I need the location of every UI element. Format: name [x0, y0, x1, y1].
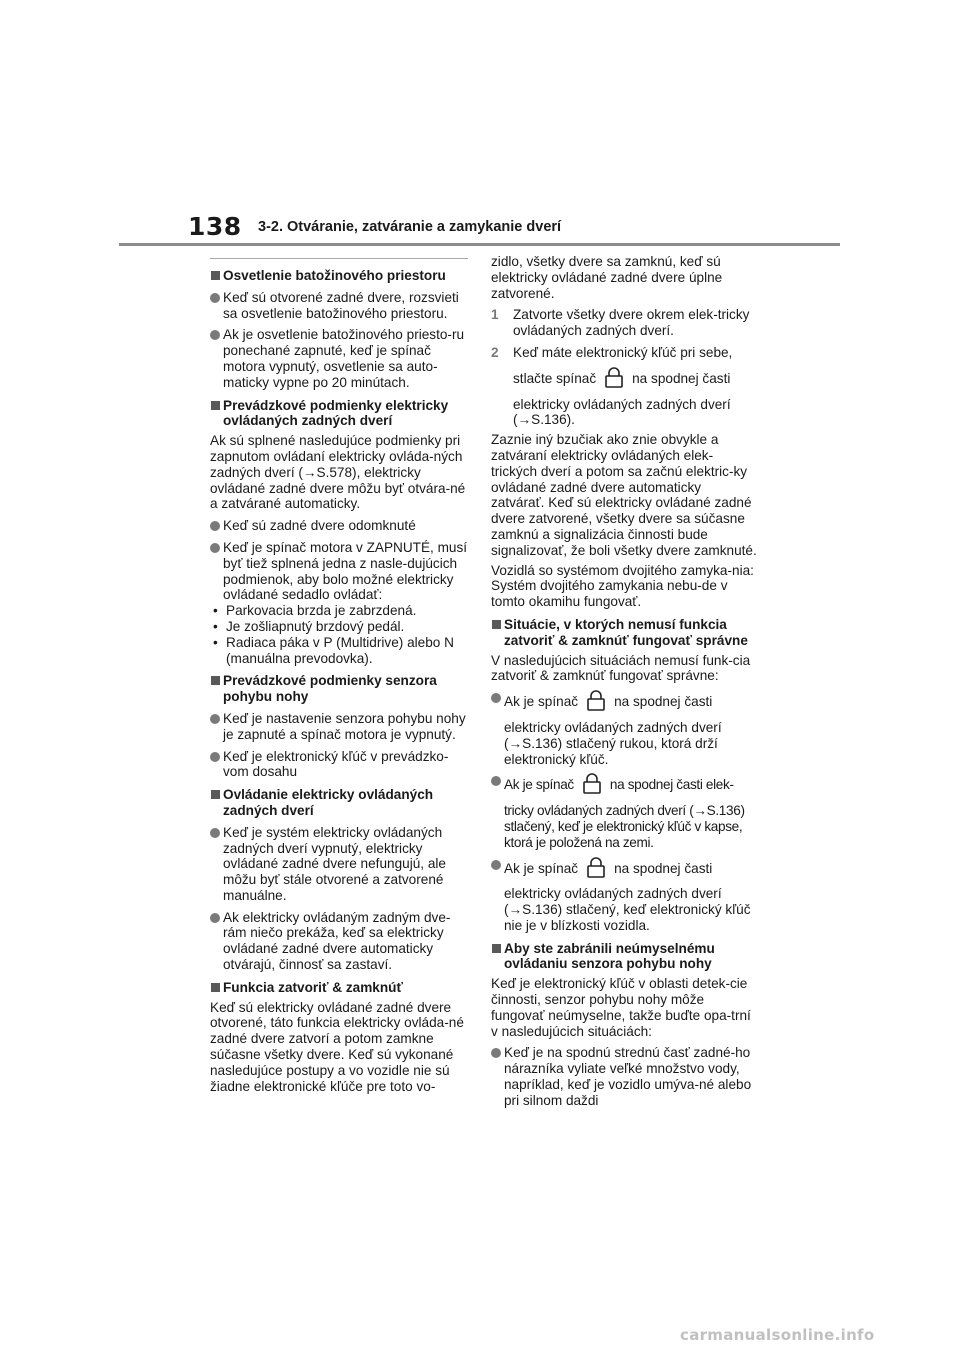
step-1 — [491, 307, 757, 339]
column-rule — [210, 258, 468, 259]
step-text: na spodnej časti — [632, 370, 731, 386]
step-number: 1 — [491, 307, 499, 323]
section-heading: Prevádzkové podmienky senzora pohybu nohy — [210, 673, 468, 705]
tailgate-lock-switch-icon — [604, 367, 624, 393]
chapter-title: 3-2. Otváranie, zatváranie a zamykanie dverí — [258, 219, 562, 235]
section-heading: Funkcia zatvoriť & zamknúť — [210, 980, 468, 996]
section-heading: Osvetlenie batožinového priestoru — [210, 268, 468, 284]
bullet-text: Ak je spínač — [504, 860, 579, 876]
bullet-text-with-icon — [504, 857, 757, 883]
bullet-item — [491, 690, 757, 767]
body-paragraph: zidlo, všetky dvere sa zamknú, keď sú elektricky ovládané zadné dvere úplne zatvorené. — [491, 254, 723, 301]
bullet-text: Ak je spínač — [504, 777, 574, 793]
step-text-with-icon — [513, 367, 757, 393]
section-heading: Ovládanie elektricky ovládaných zadných dverí — [210, 787, 468, 819]
section-heading: Prevádzkové podmienky elektricky ovládaných zadných dverí — [210, 398, 468, 430]
body-paragraph: V nasledujúcich situáciách nemusí funk-cia zatvoriť & zamknúť fungovať správne: — [491, 652, 751, 684]
bullet-text: tricky ovládaných zadných dverí (→S.136) stlačený, keď je elektronický kľúč v kapse, ktorá je položená na zemi. — [504, 803, 745, 850]
bullet-text: elektricky ovládaných zadných dverí (→S.136) stlačený rukou, ktorá drží elektronický kľúč. — [504, 719, 722, 767]
step-text: Keď máte elektronický kľúč pri sebe, — [513, 344, 733, 360]
footer-watermark: carmanualsonline.info — [680, 1326, 875, 1344]
sub-item: • Je zošliapnutý brzdový pedál. — [210, 619, 468, 635]
body-paragraph: Zaznie iný bzučiak ako znie obvykle a zatváraní elektricky ovládaných elek-trických dverí a potom sa začnú elektric-ky ovládané zadné dvere automaticky zatvárať. Keď sú elektricky ovládané zadné dvere zatvorené, všetky dvere sa súčasne zamknú a signalizácia činnosti bude signalizovať, že boli všetky dvere zamknuté. — [491, 432, 757, 558]
bullet-text: na spodnej časti elek- — [609, 777, 734, 793]
left-column — [210, 258, 468, 1094]
bullet-item: Keď sú zadné dvere odomknuté — [210, 518, 468, 534]
bullet-text: na spodnej časti — [614, 694, 713, 710]
section-heading: Aby ste zabránili neúmyselnému ovládaniu senzora pohybu nohy — [491, 941, 757, 973]
bullet-text: Ak je spínač — [504, 694, 579, 710]
section-heading: Situácie, v ktorých nemusí funkcia zatvoriť & zamknúť fungovať správne — [491, 617, 757, 649]
bullet-item: Keď je na spodnú strednú časť zadné-ho nárazníka vyliate veľké množstvo vody, napríklad, keď je vozidlo umýva-né alebo pri silnom daždi — [491, 1045, 757, 1108]
header-rule — [119, 243, 840, 246]
bullet-item: Keď je spínač motora v ZAPNUTÉ, musí byť tiež splnená jedna z nasle-dujúcich podmienok, aby bolo možné elektricky ovládané sedadlo ovládať: — [210, 540, 468, 603]
page-number: 138 — [188, 212, 242, 241]
bullet-item — [491, 857, 757, 934]
bullet-text-with-icon — [504, 773, 757, 799]
step-text: elektricky ovládaných zadných dverí (→S.136). — [513, 396, 731, 428]
right-column — [491, 254, 757, 1109]
body-paragraph: Ak sú splnené nasledujúce podmienky pri zapnutom ovládaní elektricky ovláda-ných zadných dverí (→S.578), elektricky ovládané zadné dvere môžu byť otvára-né a zatvárané automaticky. — [210, 433, 466, 512]
sub-item: • Radiaca páka v P (Multidrive) alebo N (manuálna prevodovka). — [210, 635, 468, 667]
tailgate-lock-switch-icon — [586, 857, 606, 883]
bullet-text-with-icon — [504, 690, 757, 716]
bullet-text: na spodnej časti — [614, 860, 713, 876]
body-paragraph: Keď sú elektricky ovládané zadné dvere otvorené, táto funkcia elektricky ovláda-né zadné dvere zatvorí a potom zamkne súčasne všetky dvere. Keď sú vykonané nasledujúce postupy a vo vozidle nie sú žiadne elektronické kľúče pre toto vo- — [210, 999, 464, 1094]
tailgate-lock-switch-icon — [586, 690, 606, 716]
step-number: 2 — [491, 344, 499, 360]
bullet-item: Keď sú otvorené zadné dvere, rozsvieti sa osvetlenie batožinového priestoru. — [210, 290, 468, 322]
bullet-item: Keď je nastavenie senzora pohybu nohy je zapnuté a spínač motora je vypnutý. — [210, 711, 468, 743]
bullet-item: Ak je osvetlenie batožinového priesto-ru ponechané zapnuté, keď je spínač motora vypnutý, osvetlenie sa auto-maticky vypne po 20 minútach. — [210, 327, 468, 390]
bullet-item: Keď je systém elektricky ovládaných zadných dverí vypnutý, elektricky ovládané zadné dvere nefungujú, ale môžu byť stále otvorené a zatvorené manuálne. — [210, 825, 468, 904]
bullet-item: Keď je elektronický kľúč v prevádzko-vom dosahu — [210, 749, 468, 781]
bullet-item — [491, 773, 757, 850]
tailgate-lock-switch-icon — [582, 773, 602, 799]
body-paragraph: Vozidlá so systémom dvojitého zamyka-nia: Systém dvojitého zamykania nebu-de v tomto okamihu fungovať. — [491, 562, 754, 610]
step-text: stlačte spínač — [513, 370, 597, 386]
step-2 — [491, 345, 757, 428]
bullet-item: Ak elektricky ovládaným zadným dve-rám niečo prekáža, keď sa elektricky ovládané zadné dvere automaticky otvárajú, činnosť sa zastaví. — [210, 910, 468, 973]
step-text: Zatvorte všetky dvere okrem elek-tricky ovládaných zadných dverí. — [513, 307, 750, 339]
bullet-text: elektricky ovládaných zadných dverí (→S.136) stlačený, keď elektronický kľúč nie je v blízkosti vozidla. — [504, 886, 751, 933]
sub-item: • Parkovacia brzda je zabrzdená. — [210, 603, 468, 619]
body-paragraph: Keď je elektronický kľúč v oblasti detek-cie činnosti, senzor pohybu nohy môže fungovať neúmyselne, takže buďte opa-trní v nasledujúcich situáciách: — [491, 976, 751, 1039]
